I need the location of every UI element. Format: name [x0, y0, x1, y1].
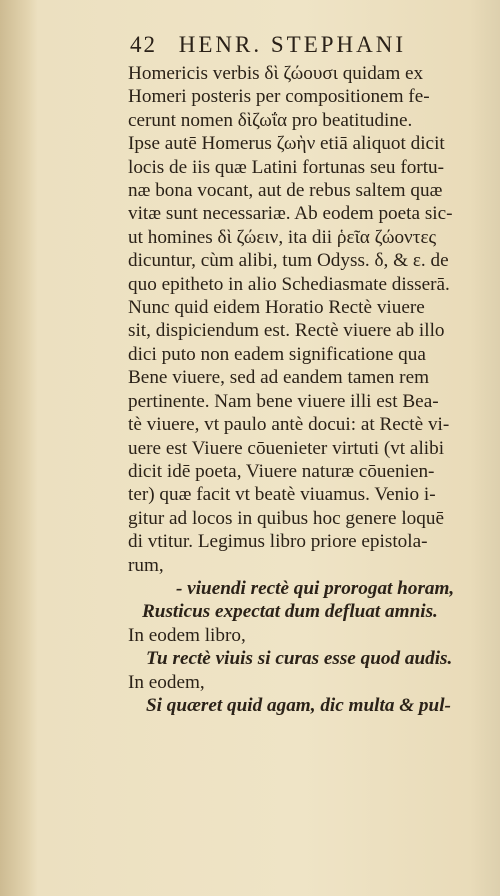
- body-text: [128, 62, 478, 717]
- text-line: locis de iis quæ Latini fortunas seu fortu-: [128, 156, 445, 178]
- text-line: sit, dispiciendum est. Rectè viuere ab illo: [128, 320, 445, 342]
- verse-quote-line: Si quæret quid agam, dic multa & pul-: [146, 694, 451, 716]
- text-line: vitæ sunt necessariæ. Ab eodem poeta sic-: [128, 203, 453, 225]
- text-line: Nunc quid eidem Horatio Rectè viuere: [128, 297, 425, 319]
- verse-quote-line: Rusticus expectat dum defluat amnis.: [142, 601, 438, 623]
- page-number: 42: [130, 32, 157, 57]
- citation-label: In eodem libro,: [128, 624, 246, 646]
- citation-label: In eodem,: [128, 671, 205, 693]
- text-line: Homericis verbis δὶ ζώουσι quidam ex: [128, 63, 424, 84]
- text-line: ter) quæ facit vt beatè viuamus. Venio i-: [128, 484, 436, 506]
- text-line: næ bona vocant, aut de rebus saltem quæ: [128, 180, 443, 202]
- page-gutter-shadow: [0, 0, 38, 896]
- verse-quote-line: - viuendi rectè qui prorogat horam,: [176, 577, 455, 599]
- text-line: dicuntur, cùm alibi, tum Odyss. δ, & ε. de: [128, 250, 449, 272]
- text-line: tè viuere, vt paulo antè docui: at Rectè vi-: [128, 414, 450, 436]
- text-line: gitur ad locos in quibus hoc genere loquē: [128, 507, 444, 529]
- verse-quote-line: Tu rectè viuis si curas esse quod audis.: [146, 648, 453, 670]
- text-line: dicit idē poeta, Viuere naturæ cōuenien-: [128, 460, 435, 482]
- text-line: Ipse autē Homerus ζωὴν etiā aliquot dicit: [128, 133, 445, 155]
- text-line: di vtitur. Legimus libro priore epistola-: [128, 531, 428, 553]
- text-line: cerunt nomen δὶζωΐα pro beatitudine.: [128, 109, 413, 131]
- text-line: uere est Viuere cōuenieter virtuti (vt alibi: [128, 437, 445, 459]
- text-line: ut homines δὶ ζώειν, ita dii ῥεῖα ζώοντες: [128, 226, 437, 248]
- text-line: rum,: [128, 554, 164, 576]
- running-title: HENR. STEPHANI: [178, 32, 407, 57]
- text-line: dici puto non eadem significatione qua: [128, 343, 426, 365]
- text-line: Homeri posteris per compositionem fe-: [128, 86, 430, 108]
- running-header: [130, 32, 406, 58]
- text-line: quo epitheto in alio Schediasmate disserā.: [128, 273, 450, 295]
- text-line: pertinente. Nam bene viuere illi est Bea-: [128, 390, 439, 412]
- text-line: Bene viuere, sed ad eandem tamen rem: [128, 367, 430, 389]
